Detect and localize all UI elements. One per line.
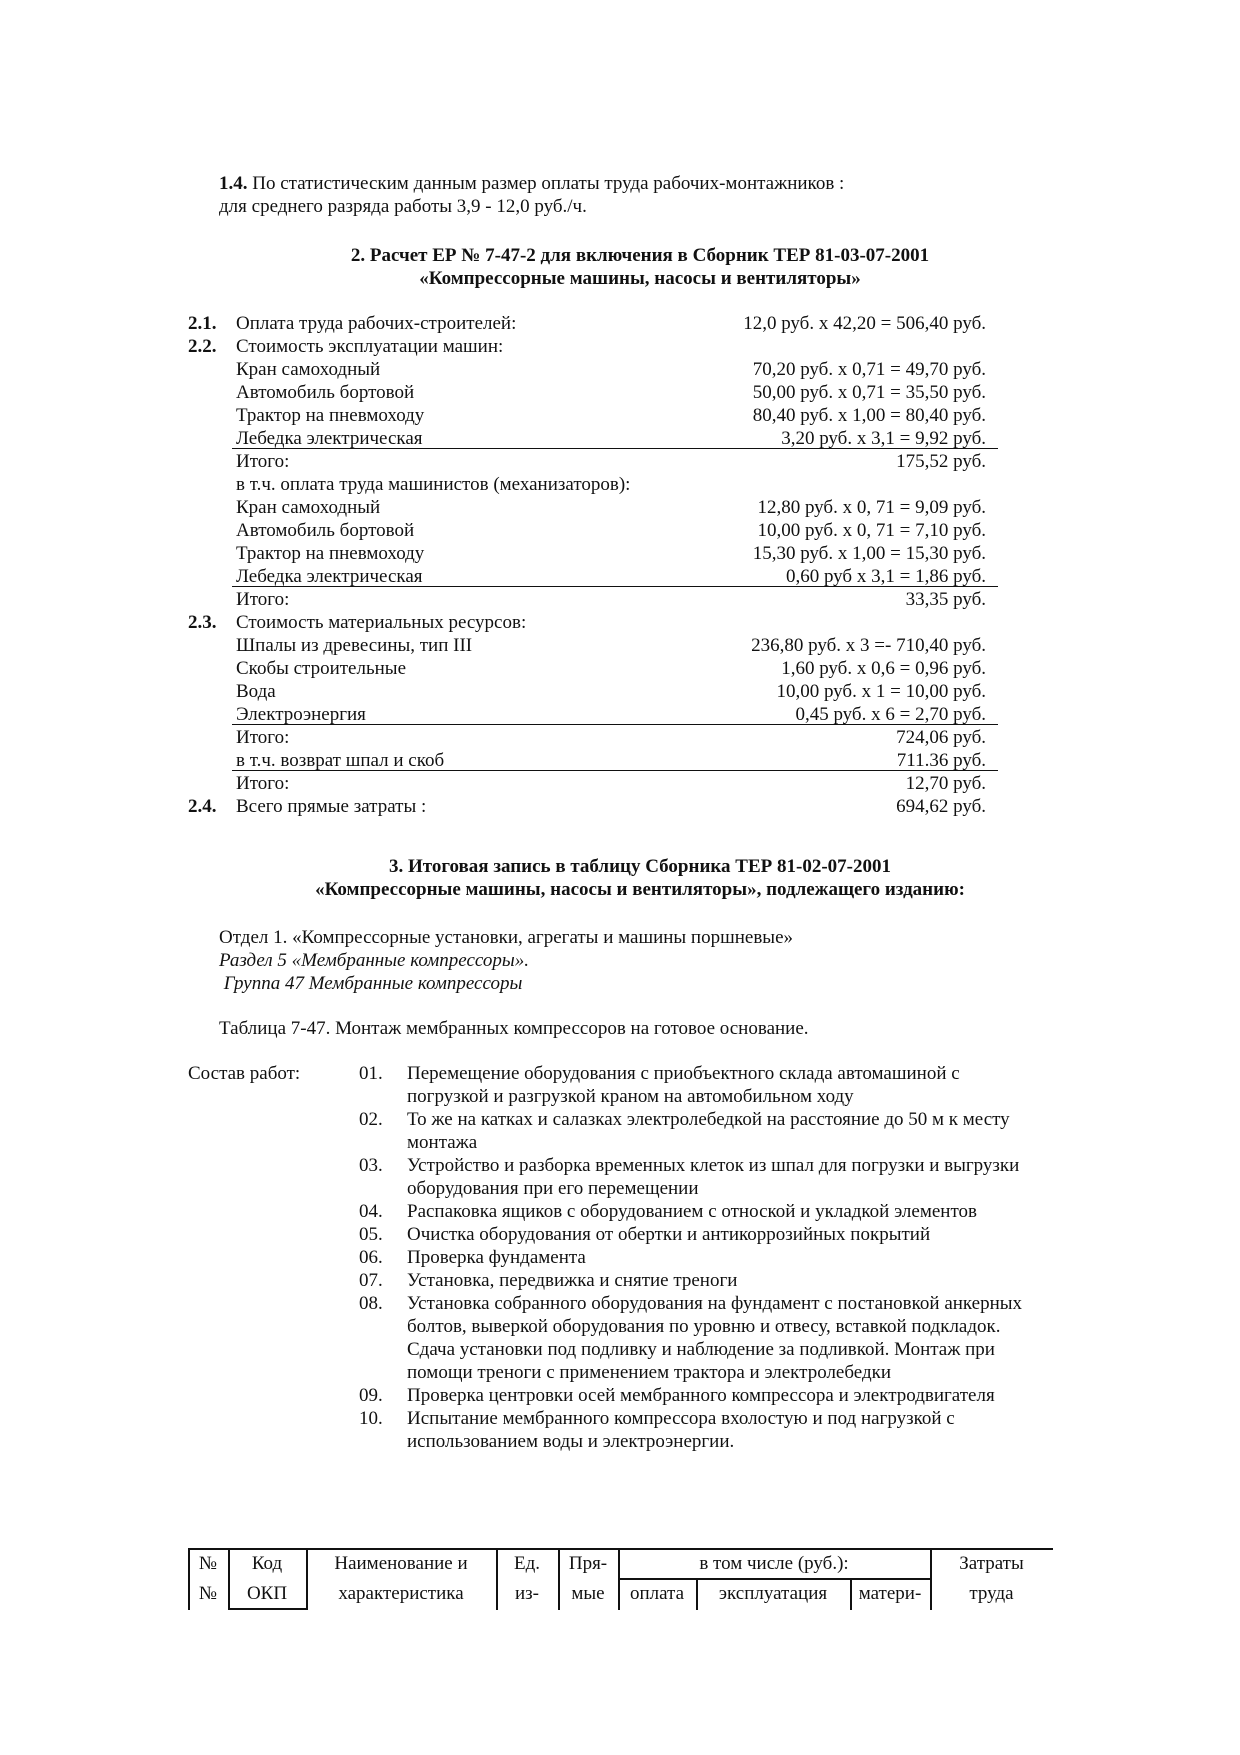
calc-row-label: в т.ч. оплата труда машинистов (механизаторов): [236, 474, 631, 495]
calc-row-value: 70,20 руб. х 0,71 = 49,70 руб. [752, 359, 986, 380]
work-item-text: Распаковка ящиков с оборудованием с отноской и укладкой элементов [407, 1201, 977, 1222]
work-item-number: 08. [359, 1293, 383, 1314]
calc-row [188, 703, 998, 726]
intro-line-2: для среднего разряда работы 3,9 - 12,0 руб./ч. [219, 196, 587, 217]
calc-row-value: 50,00 руб. х 0,71 = 35,50 руб. [752, 382, 986, 403]
work-item-text: То же на катках и салазках электролебедкой на расстояние до 50 м к месту монтажа [407, 1109, 1010, 1153]
hdr-col-code-a: Код [251, 1553, 283, 1574]
work-item-text: Установка собранного оборудования на фундамент с постановкой анкерных болтов, выверкой оборудования по уровню и отвесу, вставкой подкладок. Сдача установки под подливку и наблюдение за подливкой. Монтаж при помощи треноги с применением трактора и электролебедки [407, 1293, 1023, 1383]
calc-row-value: 1,60 руб. х 0,6 = 0,96 руб. [781, 658, 986, 679]
hdr-col-labor-b: труда [969, 1583, 1014, 1604]
work-item-number: 05. [359, 1224, 383, 1245]
work-item-number: 02. [359, 1109, 383, 1130]
table-title: Таблица 7-47. Монтаж мембранных компрессоров на готовое основание. [219, 1018, 809, 1039]
work-item [357, 1154, 1037, 1200]
calc-row [188, 519, 998, 542]
calc-row-label: Вода [236, 681, 276, 702]
section2-title-1: 2. Расчет ЕР № 7-47-2 для включения в Сборник ТЕР 81-03-07-2001 [350, 245, 930, 266]
work-item-number: 06. [359, 1247, 383, 1268]
calc-row-value: 33,35 руб. [905, 589, 986, 610]
calc-row [188, 473, 998, 496]
work-item [357, 1384, 1037, 1407]
calc-row-number: 2.2. [188, 336, 217, 357]
calc-row-label: Скобы строительные [236, 658, 407, 679]
calculation-table [188, 312, 998, 818]
calc-row-label: Автомобиль бортовой [236, 382, 415, 403]
hdr-col-unit-a: Ед. [513, 1553, 541, 1574]
calc-row [188, 795, 998, 818]
hdr-col-wages: оплата [629, 1583, 685, 1604]
calc-row-value: 0,45 руб. х 6 = 2,70 руб. [795, 704, 986, 725]
hdr-col-labor-a: Затраты [959, 1553, 1024, 1574]
calc-row [188, 565, 998, 588]
calc-row [188, 381, 998, 404]
work-item-text: Проверка центровки осей мембранного компрессора и электродвигателя [407, 1385, 995, 1406]
calc-row-value: 12,70 руб. [905, 773, 986, 794]
calc-row [188, 588, 998, 611]
hdr-col-num-a: № [198, 1553, 218, 1574]
work-item-text: Испытание мембранного компрессора вхолостую и под нагрузкой с использованием воды и электроэнергии. [407, 1408, 955, 1452]
calc-row-value: 80,40 руб. х 1,00 = 80,40 руб. [752, 405, 986, 426]
calc-row-value: 711.36 руб. [896, 750, 986, 771]
calc-row [188, 634, 998, 657]
work-item [357, 1223, 1037, 1246]
calc-row-label: в т.ч. возврат шпал и скоб [236, 750, 445, 771]
work-item [357, 1200, 1037, 1223]
calc-row-value: 236,80 руб. х 3 =- 710,40 руб. [751, 635, 986, 656]
work-item-text: Устройство и разборка временных клеток из шпал для погрузки и выгрузки оборудования при его перемещении [407, 1155, 1020, 1199]
hdr-col-unit-b: из- [514, 1583, 539, 1604]
hdr-col-name-a: Наименование и [334, 1553, 468, 1574]
intro-line-1: По статистическим данным размер оплаты труда рабочих-монтажников : [252, 173, 845, 194]
calc-row [188, 358, 998, 381]
calc-row-number: 2.1. [188, 313, 217, 334]
work-item [357, 1407, 1037, 1453]
calc-row-value: 12,80 руб. х 0, 71 = 9,09 руб. [757, 497, 986, 518]
calc-row [188, 404, 998, 427]
work-item-number: 07. [359, 1270, 383, 1291]
hdr-col-name-b: характеристика [338, 1583, 464, 1604]
calc-row-label: Шпалы из древесины, тип III [236, 635, 473, 656]
calc-row-label: Стоимость эксплуатации машин: [236, 336, 504, 357]
calc-row-value: 12,0 руб. х 42,20 = 506,40 руб. [743, 313, 986, 334]
hdr-col-code-b: ОКП [246, 1583, 288, 1604]
work-item [357, 1292, 1037, 1384]
rates-table-header [188, 1548, 1053, 1610]
hdr-col-num-b: № [198, 1583, 218, 1604]
calc-row-label: Кран самоходный [236, 359, 381, 380]
hdr-top-border-2 [306, 1548, 1053, 1550]
hdr-col-direct-a: Пря- [568, 1553, 608, 1574]
calc-row-label: Лебедка электрическая [236, 566, 423, 587]
hdr-col-direct-b: мые [571, 1583, 605, 1604]
calc-row-label: Итого: [236, 451, 290, 472]
hdr-col-materials: матери- [858, 1583, 922, 1604]
calc-row-label: Стоимость материальных ресурсов: [236, 612, 527, 633]
calc-row [188, 542, 998, 565]
department-info [219, 926, 1119, 995]
works-list [357, 1062, 1037, 1453]
work-item-text: Перемещение оборудования с приобъектного склада автомашиной с погрузкой и разгрузкой краном на автомобильном ходу [407, 1063, 960, 1107]
calc-row-label: Итого: [236, 727, 290, 748]
hdr-code-bottom [228, 1608, 306, 1610]
calc-row-value: 175,52 руб. [896, 451, 986, 472]
calc-row [188, 312, 998, 335]
calc-row-value: 15,30 руб. х 1,00 = 15,30 руб. [752, 543, 986, 564]
calc-row-value: 3,20 руб. х 3,1 = 9,92 руб. [781, 428, 986, 449]
calc-row [188, 772, 998, 795]
calc-row [188, 726, 998, 749]
work-item-text: Установка, передвижка и снятие треноги [407, 1270, 738, 1291]
work-item [357, 1062, 1037, 1108]
calc-row-label: Кран самоходный [236, 497, 381, 518]
hdr-top-border-1 [188, 1548, 228, 1550]
calc-row-value: 10,00 руб. х 1 = 10,00 руб. [776, 681, 986, 702]
section-line: Раздел 5 «Мембранные компрессоры». [219, 950, 529, 971]
calc-row [188, 680, 998, 703]
work-item [357, 1246, 1037, 1269]
calc-row-value: 694,62 руб. [896, 796, 986, 817]
calc-row [188, 611, 998, 634]
calc-row-value: 0,60 руб х 3,1 = 1,86 руб. [785, 566, 986, 587]
calc-row-label: Автомобиль бортовой [236, 520, 415, 541]
calc-row-label: Всего прямые затраты : [236, 796, 427, 817]
calc-row-label: Итого: [236, 589, 290, 610]
department-line: Отдел 1. «Компрессорные установки, агрегаты и машины поршневые» [219, 927, 793, 948]
section3-title-2: «Компрессорные машины, насосы и вентиляторы», подлежащего изданию: [315, 879, 965, 900]
intro-number: 1.4. [219, 173, 248, 194]
calc-row [188, 335, 998, 358]
work-item [357, 1108, 1037, 1154]
hdr-top-border-code [228, 1548, 306, 1550]
hdr-col-including: в том числе (руб.): [699, 1553, 849, 1574]
calc-row-number: 2.3. [188, 612, 217, 633]
intro-paragraph [219, 172, 1039, 218]
calc-row-value: 724,06 руб. [896, 727, 986, 748]
work-item-number: 03. [359, 1155, 383, 1176]
calc-row-label: Лебедка электрическая [236, 428, 423, 449]
calc-row [188, 657, 998, 680]
calc-row [188, 427, 998, 450]
section2-title-2: «Компрессорные машины, насосы и вентиляторы» [419, 268, 861, 289]
calc-row-value: 10,00 руб. х 0, 71 = 7,10 руб. [757, 520, 986, 541]
calc-row-number: 2.4. [188, 796, 217, 817]
work-item-number: 09. [359, 1385, 383, 1406]
work-item-text: Очистка оборудования от обертки и антикоррозийных покрытий [407, 1224, 931, 1245]
work-item-number: 04. [359, 1201, 383, 1222]
calc-row-label: Трактор на пневмоходу [236, 543, 425, 564]
works-label: Состав работ: [188, 1063, 301, 1084]
calc-row-label: Трактор на пневмоходу [236, 405, 425, 426]
calc-row [188, 496, 998, 519]
calc-row-label: Электроэнергия [236, 704, 366, 725]
work-item-text: Проверка фундамента [407, 1247, 586, 1268]
work-item [357, 1269, 1037, 1292]
work-item-number: 01. [359, 1063, 383, 1084]
calc-row [188, 749, 998, 772]
hdr-col-operation: эксплуатация [718, 1583, 828, 1604]
work-item-number: 10. [359, 1408, 383, 1429]
hdr-subheader-line [618, 1578, 930, 1580]
calc-row-label: Итого: [236, 773, 290, 794]
section3-title-1: 3. Итоговая запись в таблицу Сборника ТЕР 81-02-07-2001 [388, 856, 891, 877]
calc-row [188, 450, 998, 473]
calc-row-label: Оплата труда рабочих-строителей: [236, 313, 517, 334]
group-line: Группа 47 Мембранные компрессоры [219, 973, 523, 994]
